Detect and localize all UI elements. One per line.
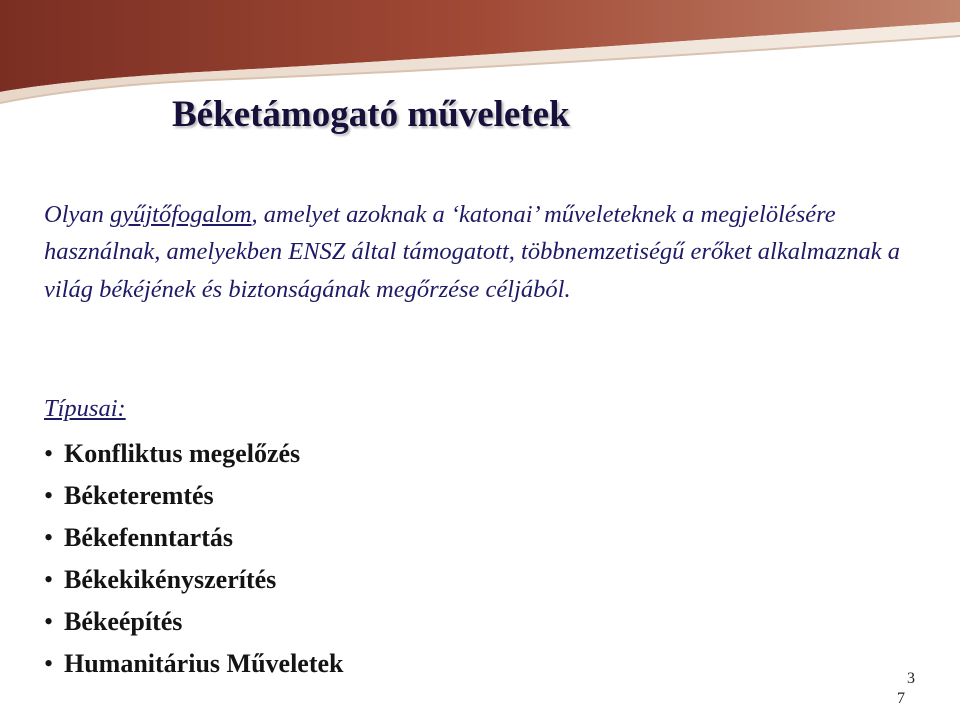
list-item (44, 476, 344, 518)
definition-term: gyűjtőfogalom (110, 201, 252, 228)
bullet: • (44, 565, 54, 594)
list-item-label: Humanitárius Műveletek (64, 649, 344, 678)
types-list (44, 434, 344, 686)
slide-title: Béketámogató műveletek (172, 94, 570, 135)
list-item-label: Békekikényszerítés (64, 565, 277, 594)
bullet: • (44, 607, 54, 636)
list-item (44, 434, 344, 476)
list-item (44, 602, 344, 644)
page-number-bottom: 7 (897, 690, 905, 707)
list-item (44, 518, 344, 560)
bullet: • (44, 439, 54, 468)
bullet: • (44, 649, 54, 678)
bullet: • (44, 481, 54, 510)
bullet: • (44, 523, 54, 552)
list-item (44, 644, 344, 686)
definition-paragraph (44, 196, 944, 308)
types-label: Típusai: (44, 395, 126, 422)
list-item-label: Béketeremtés (64, 481, 214, 510)
list-item (44, 560, 344, 602)
page-number-top: 3 (907, 670, 915, 687)
list-item-label: Konfliktus megelőzés (64, 439, 301, 468)
definition-text-start: Olyan (44, 201, 110, 228)
list-item-label: Békeépítés (64, 607, 183, 636)
definition-text-rest: , amelyet azoknak a ‘katonai’ műveleteknek a megjelölésére használnak, amelyekben ENSZ által támogatott, többnemzetiségű erőket alkalmaznak a világ békéjének és biztonságának megőrzése céljából. (44, 201, 901, 303)
list-item-label: Békefenntartás (64, 523, 233, 552)
